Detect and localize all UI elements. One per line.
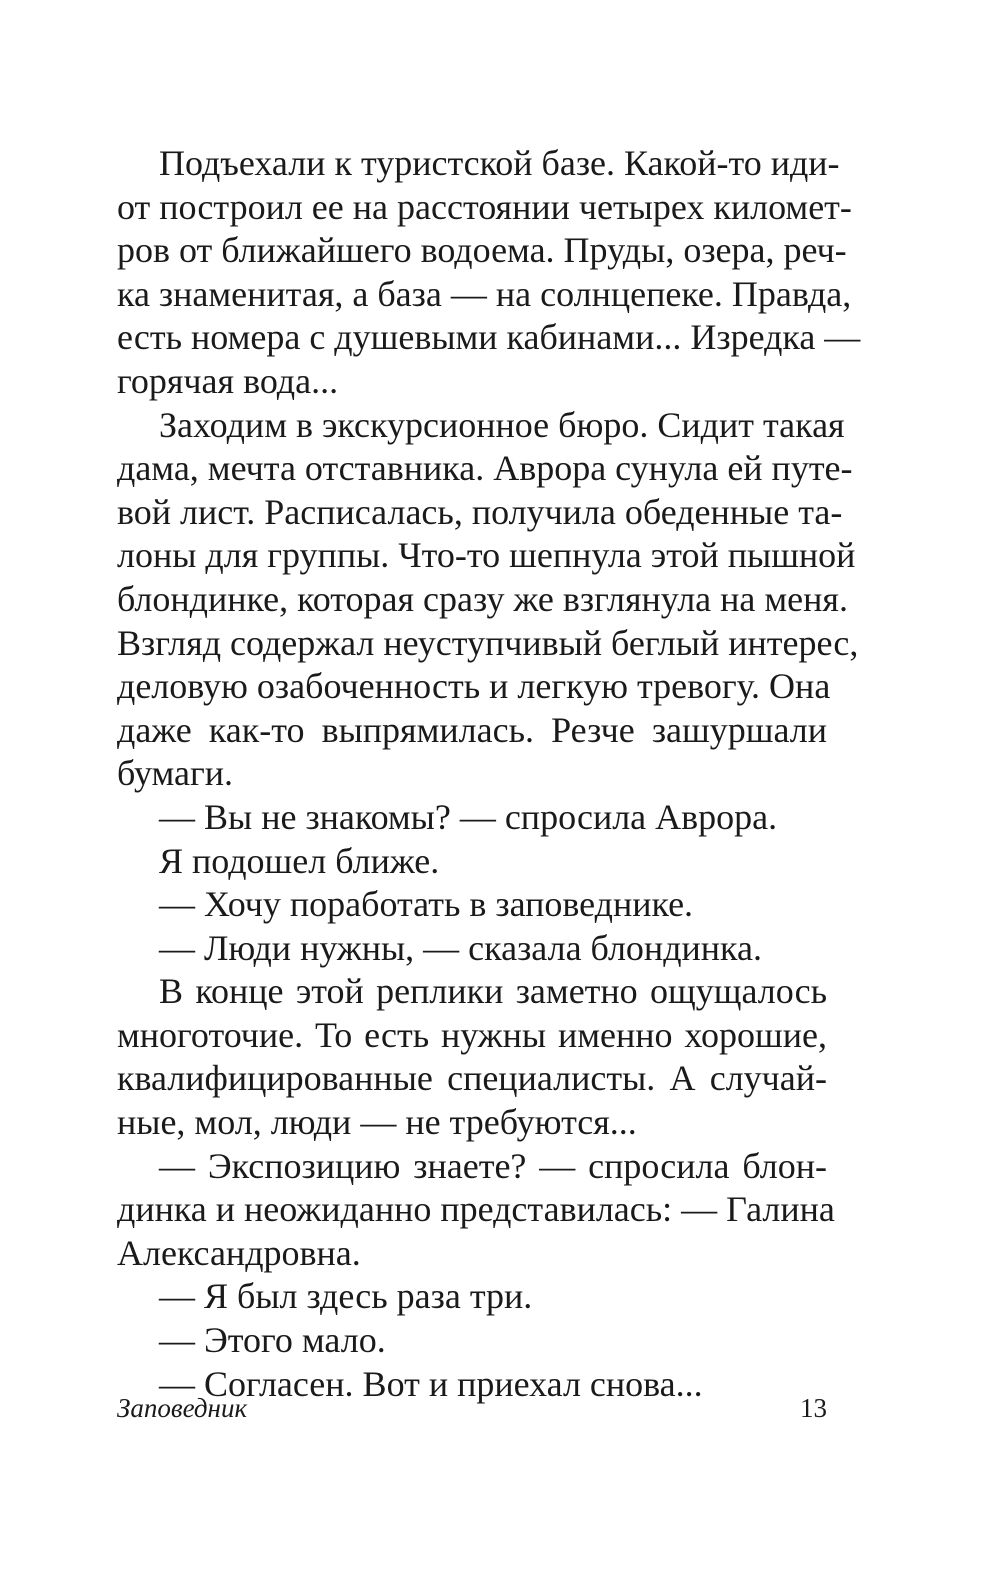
running-title: Заповедник [117, 1393, 248, 1423]
text-line: дама, мечта отставника. Аврора сунула ей путе- [117, 448, 853, 489]
text-line: есть номера с душевыми кабинами... Изредка — [117, 317, 861, 358]
text-line: даже как-то выпрямилась. Резче зашуршали [117, 709, 827, 750]
text-line: ные, мол, люди — не требуются... [117, 1102, 637, 1143]
text-line: Заходим в экскурсионное бюро. Сидит такая [159, 404, 845, 445]
text-line: ка знаменитая, а база — на солнцепеке. Правда, [117, 273, 852, 314]
page-footer [117, 1388, 827, 1428]
text-line: квалифицированные специалисты. А случай- [117, 1058, 827, 1099]
text-line: лоны для группы. Что-то шепнула этой пышной [117, 535, 856, 576]
text-line: — Этого мало. [159, 1320, 386, 1361]
text-line: горячая вода... [117, 360, 339, 401]
text-line: — Экспозицию знаете? — спросила блон- [159, 1145, 827, 1186]
text-line: Александровна. [117, 1232, 361, 1273]
text-line: — Хочу поработать в заповеднике. [159, 884, 694, 925]
text-line: от построил ее на расстоянии четырех километ- [117, 186, 852, 227]
text-line: В конце этой реплики заметно ощущалось [159, 971, 827, 1012]
text-line: — Люди нужны, — сказала блондинка. [159, 927, 762, 968]
text-line: динка и неожиданно представилась: — Галина [117, 1189, 835, 1230]
text-line: ров от ближайшего водоема. Пруды, озера, реч- [117, 230, 847, 271]
page-number: 13 [800, 1393, 827, 1423]
text-line: Подъехали к туристской базе. Какой-то иди- [159, 143, 840, 183]
body-text [117, 142, 861, 1406]
text-line: — Я был здесь раза три. [159, 1276, 533, 1317]
text-line: Я подошел ближе. [159, 840, 440, 881]
text-line: деловую озабоченность и легкую тревогу. Она [117, 666, 831, 707]
text-line: многоточие. То есть нужны именно хорошие, [117, 1014, 827, 1055]
text-line: Взгляд содержал неуступчивый беглый интерес, [117, 622, 859, 663]
text-line: бумаги. [117, 753, 234, 794]
text-line: — Вы не знакомы? — спросила Аврора. [159, 796, 778, 837]
text-line: блондинке, которая сразу же взглянула на меня. [117, 578, 848, 619]
text-line: вой лист. Расписалась, получила обеденные та- [117, 491, 843, 532]
text-line: — Согласен. Вот и приехал снова... [159, 1363, 703, 1404]
